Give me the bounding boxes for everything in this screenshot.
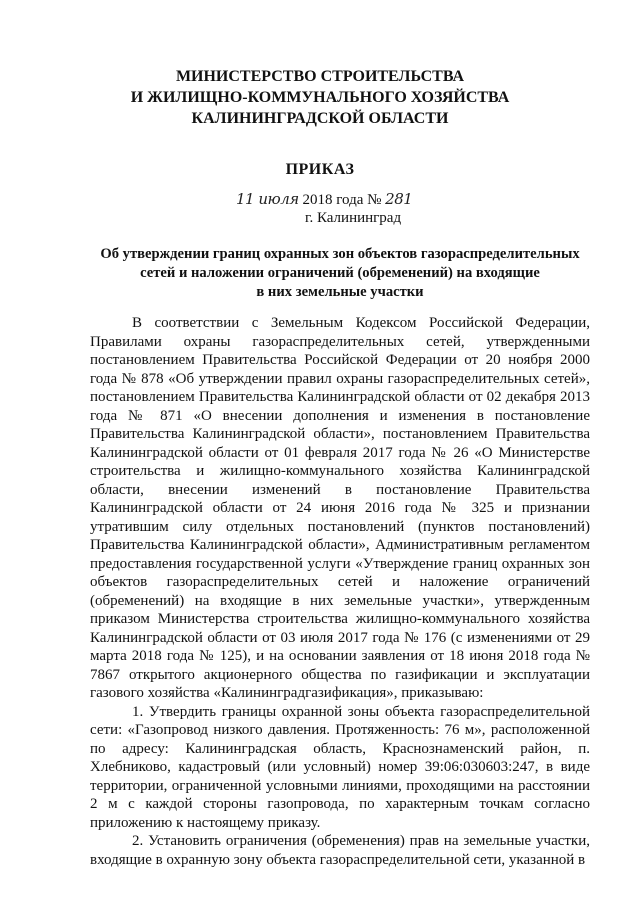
ministry-header bbox=[0, 66, 640, 129]
order-body bbox=[90, 314, 590, 869]
item-1-paragraph: 1. Утвердить границы охранной зоны объекта газораспределительной сети: «Газопровод низкого давления. Протяженность: 76 м», расположенной по адресу: Калининградская область, Краснознаменский район, п. Хлебниково, кадастровый (или условный) номер 39:06:030603:247, в виде территории, ограниченной условными линиями, проходящими на расстоянии 2 м с каждой стороны газопровода, по характерным точкам согласно приложению к настоящему приказу. bbox=[90, 703, 590, 831]
document-type: ПРИКАЗ bbox=[285, 161, 355, 178]
printed-date: 2018 года № bbox=[302, 192, 382, 208]
subject-line: сетей и наложении ограничений (обременений) на входящие bbox=[140, 265, 540, 281]
subject-line: Об утверждении границ охранных зон объектов газораспределительных bbox=[100, 246, 580, 262]
subject-line: в них земельные участки bbox=[256, 284, 424, 300]
city: г. Калининград bbox=[305, 210, 402, 226]
preamble-paragraph: В соответствии с Земельным Кодексом Российской Федерации, Правилами охраны газораспределительных сетей, утвержденными постановлением Правительства Российской Федерации от 20 ноября 2000 года № 878 «Об утверждении правил охраны газораспределительных сетей», постановлением Правительства Калининградской области от 02 декабря 2013 года № 871 «О внесении дополнения и изменения в постановление Правительства Калининградской области», постановлением Правительства Калининградской области от 01 февраля 2017 года № 26 «О Министерстве строительства и жилищно-коммунального хозяйства Калининградской области, внесении изменений в постановление Правительства Калининградской области от 24 июня 2016 года № 325 и признании утратившим силу отдельных постановлений (пунктов постановлений) Правительства Калининградской области», Административным регламентом предоставления государственной услуги «Утверждение границ охранных зон объектов газораспределительных сетей и наложение ограничений (обременений) на входящие в них земельные участки», утвержденным приказом Министерства строительства жилищно-коммунального хозяйства Калининградской области от 03 июля 2017 года № 176 (с изменениями от 29 марта 2018 года № 125), и на основании заявления от 18 июня 2018 года № 7867 открытого акционерного общества по газификации и эксплуатации газового хозяйства «Калининградгазификация», приказываю: bbox=[90, 315, 590, 701]
ministry-line: И ЖИЛИЩНО-КОММУНАЛЬНОГО ХОЗЯЙСТВА bbox=[130, 89, 510, 106]
order-date-number bbox=[236, 190, 412, 209]
ministry-line: МИНИСТЕРСТВО СТРОИТЕЛЬСТВА bbox=[175, 68, 465, 85]
ministry-line: КАЛИНИНГРАДСКОЙ ОБЛАСТИ bbox=[191, 110, 449, 127]
item-2-paragraph: 2. Установить ограничения (обременения) прав на земельные участки, входящие в охранную зону объекта газораспределительной сети, указанной в bbox=[90, 833, 590, 868]
handwritten-number: 281 bbox=[385, 190, 413, 208]
handwritten-date: 11 июля bbox=[236, 190, 299, 208]
order-subject bbox=[90, 245, 590, 302]
